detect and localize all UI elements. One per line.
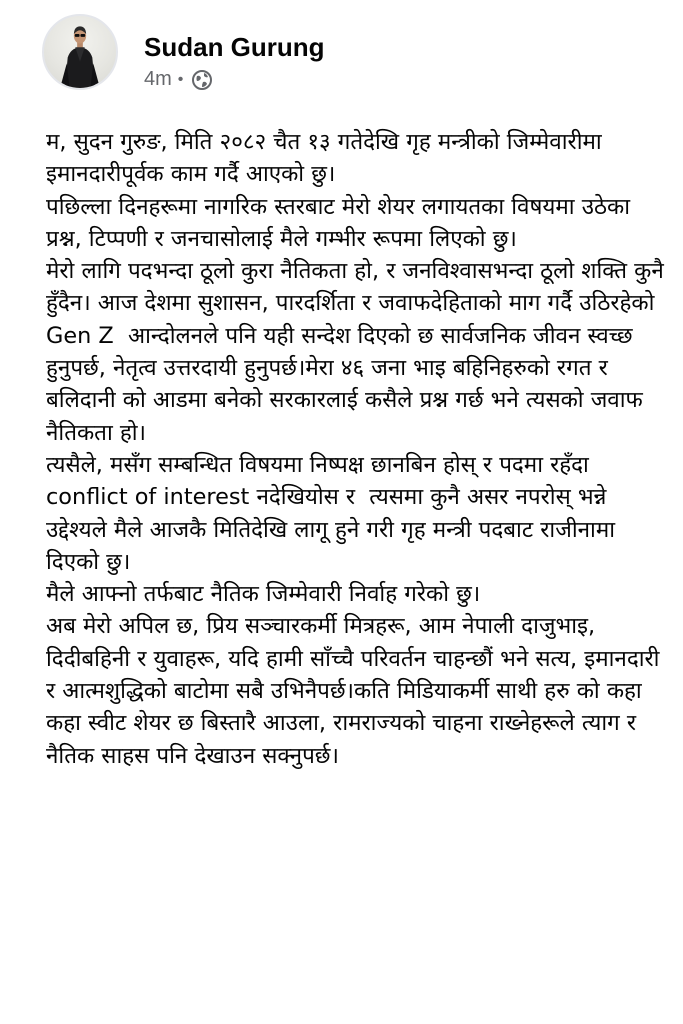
post-timestamp[interactable]: 4m [144,68,172,90]
post-meta [144,14,325,91]
avatar-photo-icon [44,16,116,88]
avatar[interactable] [42,14,118,90]
post-text: म, सुदन गुरुङ, मिति २०८२ चैत १३ गतेदेखि गृह मन्त्रीको जिम्मेवारीमा इमानदारीपूर्वक काम गर्दै आएको छु। पछिल्ला दिनहरूमा नागरिक स्तरबाट मेरो शेयर लगायतका विषयमा उठेका प्रश्न, टिप्पणी र जनचासोलाई मैले गम्भीर रूपमा लिएको छु। मेरो लागि पदभन्दा ठूलो कुरा नैतिकता हो, र जनविश्वासभन्दा ठूलो शक्ति कुनै हुँदैन। आज देशमा सुशासन, पारदर्शिता र जवाफदेहिताको माग गर्दै उठिरहेको Gen Z आन्दोलनले पनि यही सन्देश दिएको छ सार्वजनिक जीवन स्वच्छ हुनुपर्छ, नेतृत्व उत्तरदायी हुनुपर्छ।मेरा ४६ जना भाइ बहिनिहरुको रगत र बलिदानी को आडमा बनेको सरकारलाई कसैले प्रश्न गर्छ भने त्यसको जवाफ नैतिकता हो। त्यसैले, मसँग सम्बन्धित विषयमा निष्पक्ष छानबिन होस् र पदमा रहँदा conflict of interest नदेखियोस र त्यसमा कुनै असर नपरोस् भन्ने उद्देश्यले मैले आजकै मितिदेखि लागू हुने गरी गृह मन्त्री पदबाट राजीनामा दिएको छु। मैले आफ्नो तर्फबाट नैतिक जिम्मेवारी निर्वाह गरेको छु। अब मेरो अपिल छ, प्रिय सञ्चारकर्मी मित्रहरू, आम नेपाली दाजुभाइ, दिदीबहिनी र युवाहरू, यदि हामी साँच्चै परिवर्तन चाहन्छौं भने सत्य, इमानदारी र आत्मशुद्धिको बाटोमा सबै उभिनैपर्छ।कति मिडियाकर्मी साथी हरु को कहा कहा स्वीट शेयर छ बिस्तारै आउला, रामराज्यको चाहना राख्नेहरूले त्याग र नैतिक साहस पनि देखाउन सक्नुपर्छ। [46,129,664,769]
post-header [0,14,683,104]
separator-dot: • [177,70,184,88]
author-name[interactable]: Sudan Gurung [144,32,325,62]
globe-icon[interactable] [191,69,213,91]
post-subline [144,68,325,91]
